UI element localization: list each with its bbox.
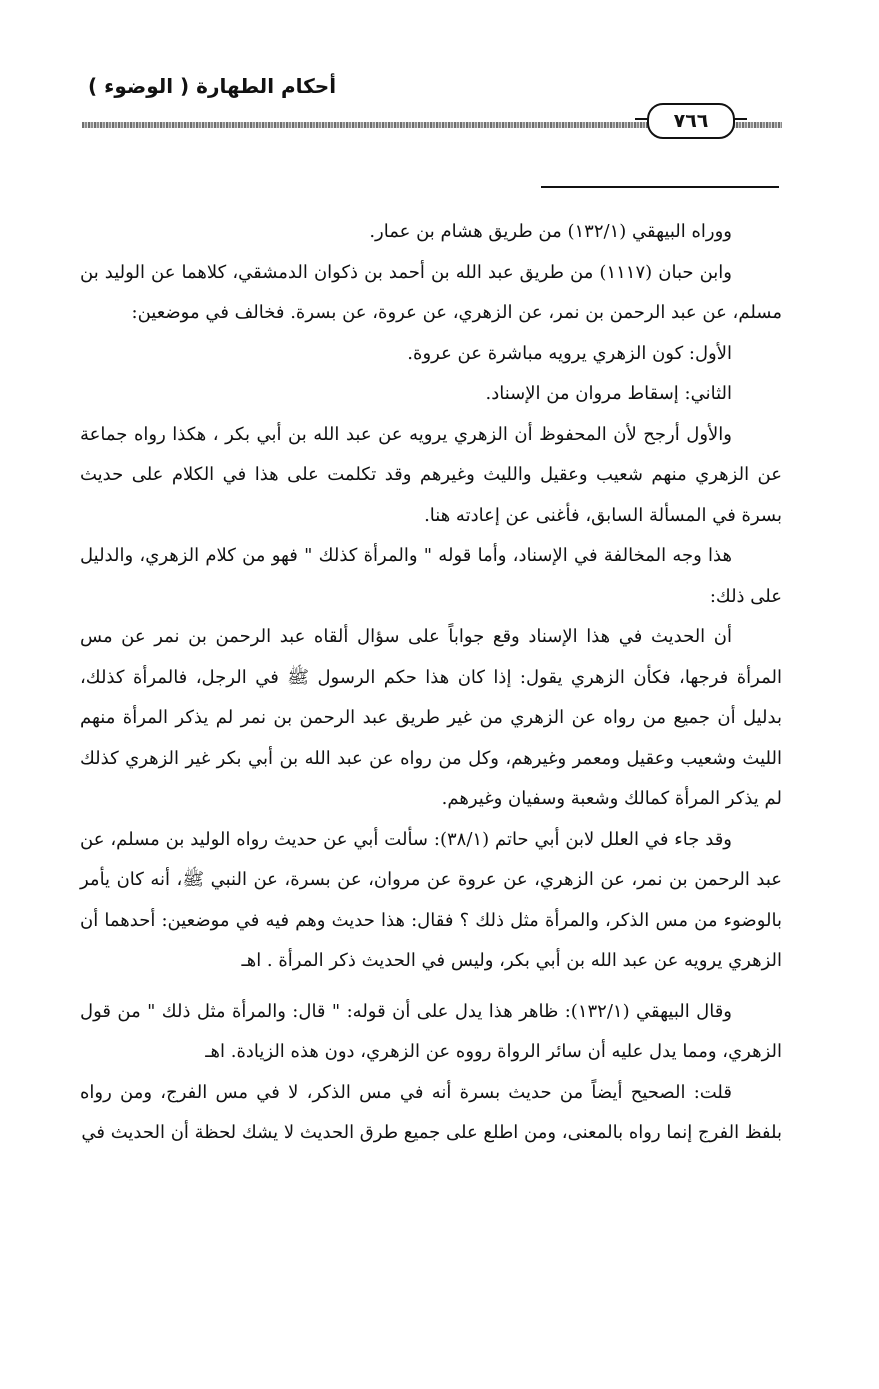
paragraph: قلت: الصحيح أيضاً من حديث بسرة أنه في مس الذكر، لا في مس الفرج، ومن رواه بلفظ الفرج إنما رواه بالمعنى، ومن اطلع على جميع طرق الحديث لا يشك لحظة أن الحديث في [80,1081,782,1143]
body-text [80,212,782,1154]
paragraph: أن الحديث في هذا الإسناد وقع جواباً على سؤال ألقاه عبد الرحمن بن نمر عن مس المرأة فرجها، فكأن الزهري يقول: إذا كان هذا حكم الرسول ﷺ في الرجل، فالمرأة كذلك، بدليل أن جميع من رواه عن الزهري من غير طريق عبد الرحمن بن نمر لم يذكر المرأة منهم الليث وشعيب وعقيل ومعمر وغيرهم، وكل من رواه عن عبد الله بن أبي بكر غير الزهري كذلك لم يذكر المرأة كمالك وشعبة وسفيان وغيرهم. [80,626,782,809]
paragraph: ووراه البيهقي (١٣٢/١) من طريق هشام بن عمار. [369,221,732,242]
paragraph: الثاني: إسقاط مروان من الإسناد. [485,383,732,404]
paragraph: والأول أرجح لأن المحفوظ أن الزهري يرويه عن عبد الله بن أبي بكر ، هكذا رواه جماعة عن الزهري منهم شعيب وعقيل والليث وغيرهم وقد تكلمت على هذا في الكلام على حديث بسرة في المسألة السابق، فأغنى عن إعادته هنا. [80,423,782,526]
running-title: أحكام الطهارة ( الوضوء ) [88,74,337,98]
paragraph: وابن حبان (١١١٧) من طريق عبد الله بن أحمد بن ذكوان الدمشقي، كلاهما عن الوليد بن مسلم، عن عبد الرحمن بن نمر، عن الزهري، عن عروة، عن بسرة. فخالف في موضعين: [80,261,782,323]
footnote-separator [541,186,779,188]
paragraph: وقد جاء في العلل لابن أبي حاتم (٣٨/١): سألت أبي عن حديث رواه الوليد بن مسلم، عن عبد الرحمن بن نمر، عن الزهري، عن عروة عن مروان، عن بسرة، عن النبي ﷺ، أنه كان يأمر بالوضوء من مس الذكر، والمرأة مثل ذلك ؟ فقال: هذا حديث وهم فيه في موضعين: أحدهما أن الزهري يرويه عن عبد الله بن أبي بكر، وليس في الحديث ذكر المرأة . اهـ [80,828,782,971]
paragraph: هذا وجه المخالفة في الإسناد، وأما قوله " والمرأة كذلك " فهو من كلام الزهري، والدليل على ذلك: [80,545,782,607]
paragraph: الأول: كون الزهري يرويه مباشرة عن عروة. [407,342,732,364]
paragraph: وقال البيهقي (١٣٢/١): ظاهر هذا يدل على أن قوله: " قال: والمرأة مثل ذلك " من قول الزهري، ومما يدل عليه أن سائر الرواة رووه عن الزهري، دون هذه الزيادة. اهـ [80,1000,782,1062]
page-number: ٧٦٦ [647,103,735,139]
